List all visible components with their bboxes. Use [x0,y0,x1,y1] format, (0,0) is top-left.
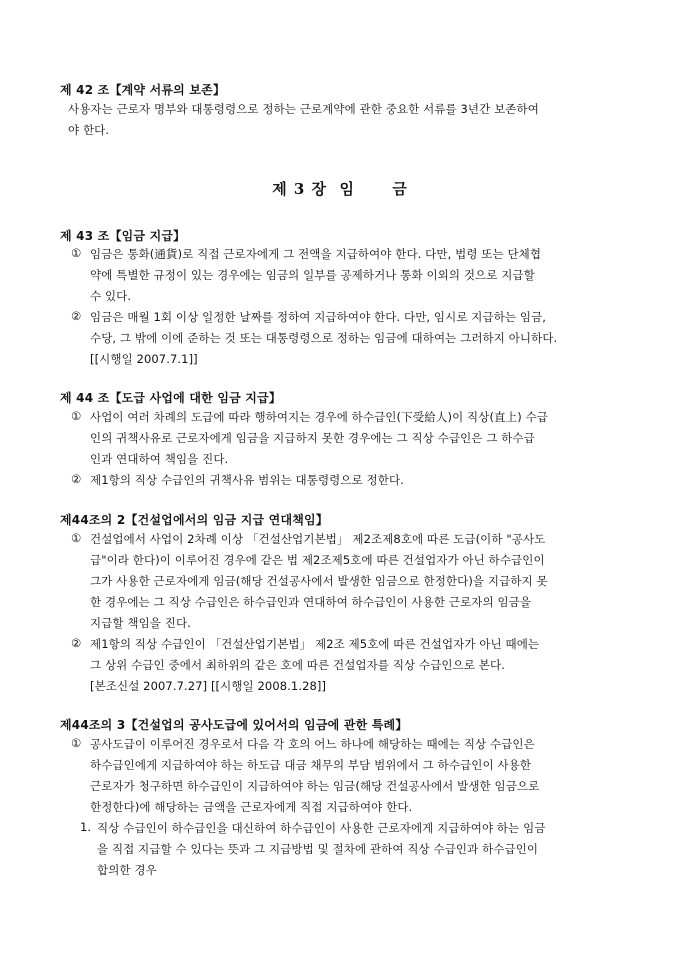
article-43-p1-line-1: 임금은 통화(通貨)로 직접 근로자에게 그 전액을 지급하여야 한다. 다만, 법령 또는 단체협 [90,247,542,261]
article-44-p1-line-2: 인의 귀책사유로 근로자에게 임금을 지급하지 못한 경우에는 그 직상 수급인은 그 하수급 [90,431,535,445]
article-44-2-p1-line-3: 그가 사용한 근로자에게 임금(해당 건설공사에서 발생한 임금으로 한정한다)을 지급하지 못 [90,574,548,588]
article-44-3-p1-line-3: 근로자가 청구하면 하수급인이 지급하여야 하는 임금(해당 건설공사에서 발생한 임금으로 [90,779,540,793]
article-44-heading: 제 44 조【도급 사업에 대한 임금 지급】 [60,391,282,405]
article-44-3-p1-line-4: 한정한다)에 해당하는 금액을 근로자에게 직접 지급하여야 한다. [90,800,413,814]
article-43-p1-line-3: 수 있다. [90,289,132,303]
article-44-3-heading: 제44조의 3【건설업의 공사도급에 있어서의 임금에 관한 특례】 [60,718,408,732]
chapter-title: 제 3 장 임 금 [272,180,408,198]
article-42-line-1: 사용자는 근로자 명부와 대통령령으로 정하는 근로계약에 관한 중요한 서류를 3년간 보존하여 [68,102,539,116]
paragraph-marker: ② [71,472,82,486]
article-44-2-p1-line-1: 건설업에서 사업이 2차례 이상 「건설산업기본법」 제2조제8호에 따른 도급(이하 "공사도 [90,532,546,546]
paragraph-marker: ① [71,246,82,260]
article-43-heading: 제 43 조【임금 지급】 [60,229,186,243]
article-44-3-p1-line-2: 하수급인에게 지급하여야 하는 하도급 대금 채무의 부담 범위에서 그 하수급인이 사용한 [90,758,532,772]
item-marker: 1. [80,820,91,834]
paragraph-marker: ② [71,636,82,650]
paragraph-marker: ① [71,736,82,750]
article-44-2-p2-line-2: 그 상위 수급인 중에서 최하위의 같은 호에 따른 건설업자를 직상 수급인으로 본다. [90,658,505,672]
article-44-p2-line-1: 제1항의 직상 수급인의 귀책사유 범위는 대통령령으로 정한다. [90,473,404,487]
article-44-2-p2-line-1: 제1항의 직상 수급인이 「건설산업기본법」 제2조 제5호에 따른 건설업자가 아닌 때에는 [90,637,540,651]
article-44-2-note: [본조신설 2007.7.27] [[시행일 2008.1.28]] [90,679,327,693]
article-43-effective-date: [[시행일 2007.7.1]] [90,352,198,366]
article-43-p2-line-2: 수당, 그 밖에 이에 준하는 것 또는 대통령령으로 정하는 임금에 대하여는 그러하지 아니하다. [90,331,558,345]
paragraph-marker: ① [71,531,82,545]
article-44-3-item1-line-3: 합의한 경우 [97,863,157,877]
article-44-p1-line-1: 사업이 여러 차례의 도급에 따라 행하여지는 경우에 하수급인(下受給人)이 직상(直上) 수급 [90,410,549,424]
article-43-p2-line-1: 임금은 매월 1회 이상 일정한 날짜를 정하여 지급하여야 한다. 다만, 임시로 지급하는 임금, [90,310,547,324]
article-44-p1-line-3: 인과 연대하여 책임을 진다. [90,452,229,466]
article-42-heading: 제 42 조【계약 서류의 보존】 [60,83,226,97]
paragraph-marker: ② [71,309,82,323]
article-44-2-p1-line-2: 급"이라 한다)이 이루어진 경우에 같은 법 제2조제5호에 따른 건설업자가 아닌 하수급인이 [90,553,545,567]
article-44-2-p1-line-4: 한 경우에는 그 직상 수급인은 하수급인과 연대하여 하수급인이 사용한 근로자의 임금을 [90,595,532,609]
article-44-3-item1-line-1: 직상 수급인이 하수급인을 대신하여 하수급인이 사용한 근로자에게 지급하여야 하는 임금 [97,821,546,835]
article-44-3-item1-line-2: 을 직접 지급할 수 있다는 뜻과 그 지급방법 및 절차에 관하여 직상 수급인과 하수급인이 [97,842,539,856]
paragraph-marker: ① [71,409,82,423]
article-43-p1-line-2: 약에 특별한 규정이 있는 경우에는 임금의 일부를 공제하거나 통화 이외의 것으로 지급할 [90,268,535,282]
article-44-2-p1-line-5: 지급할 책임을 진다. [90,616,191,630]
article-44-2-heading: 제44조의 2【건설업에서의 임금 지급 연대책임】 [60,513,329,527]
article-42-line-2: 야 한다. [68,123,110,137]
article-44-3-p1-line-1: 공사도급이 이루어진 경우로서 다음 각 호의 어느 하나에 해당하는 때에는 직상 수급인은 [90,737,535,751]
